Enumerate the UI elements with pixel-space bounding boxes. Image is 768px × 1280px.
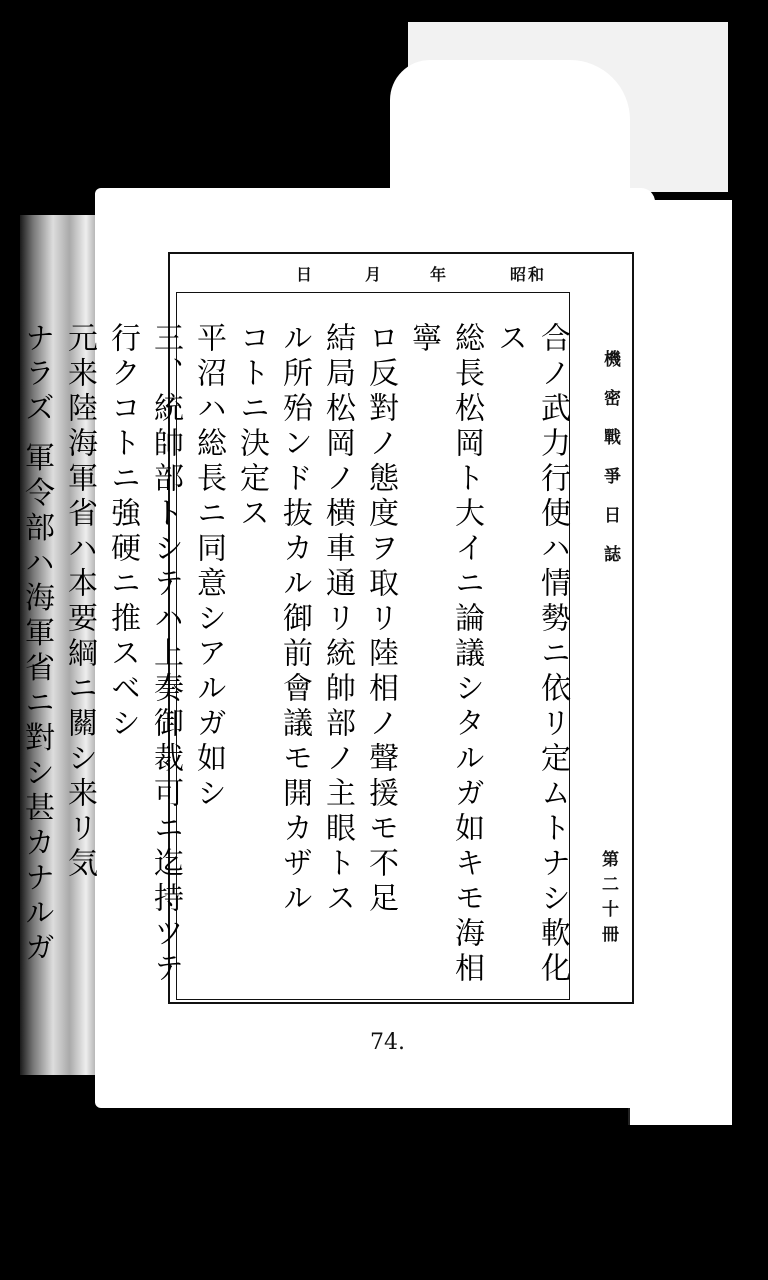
text-line-11: ナラズ 軍令部ハ海軍省ニ對シ甚カナルガ [19,322,54,967]
text-line-4: 結局松岡ノ横車通リ統帥部ノ主眼トス [320,322,355,917]
volume-label: 第二十冊 [598,850,618,950]
text-line-3: ロ反對ノ態度ヲ取リ陸相ノ聲援モ不足 [363,322,398,917]
text-line-9: 行クコトニ強硬ニ推スベシ [105,322,140,742]
text-line-2: 総長松岡ト大イニ論議シタルガ如キモ海相寧 [406,322,484,987]
header-month: 月 [365,265,384,284]
text-line-8: 三、統帥部トシテハ上奏御裁可ニ迄持ツテ [148,322,183,987]
text-line-5: ル所殆ンド抜カル御前會議モ開カザル [277,322,312,917]
text-line-7: 平沼ハ総長ニ同意シアルガ如シ [191,322,226,812]
header-era: 昭和 [510,265,547,284]
header-year: 年 [430,265,449,284]
text-line-6: コトニ決定ス [234,322,269,532]
folded-paper [390,60,630,200]
diary-title: 機密戰爭日誌 [600,350,620,584]
header-day: 日 [296,265,315,284]
handwritten-text [19,322,574,1002]
text-line-10: 元来陸海軍省ハ本要綱ニ關シ来リ気 [62,322,97,882]
page-number: 74. [370,1030,405,1055]
text-line-1: 合ノ武力行使ハ情勢ニ依リ定ムトナシ軟化ス [492,322,570,987]
